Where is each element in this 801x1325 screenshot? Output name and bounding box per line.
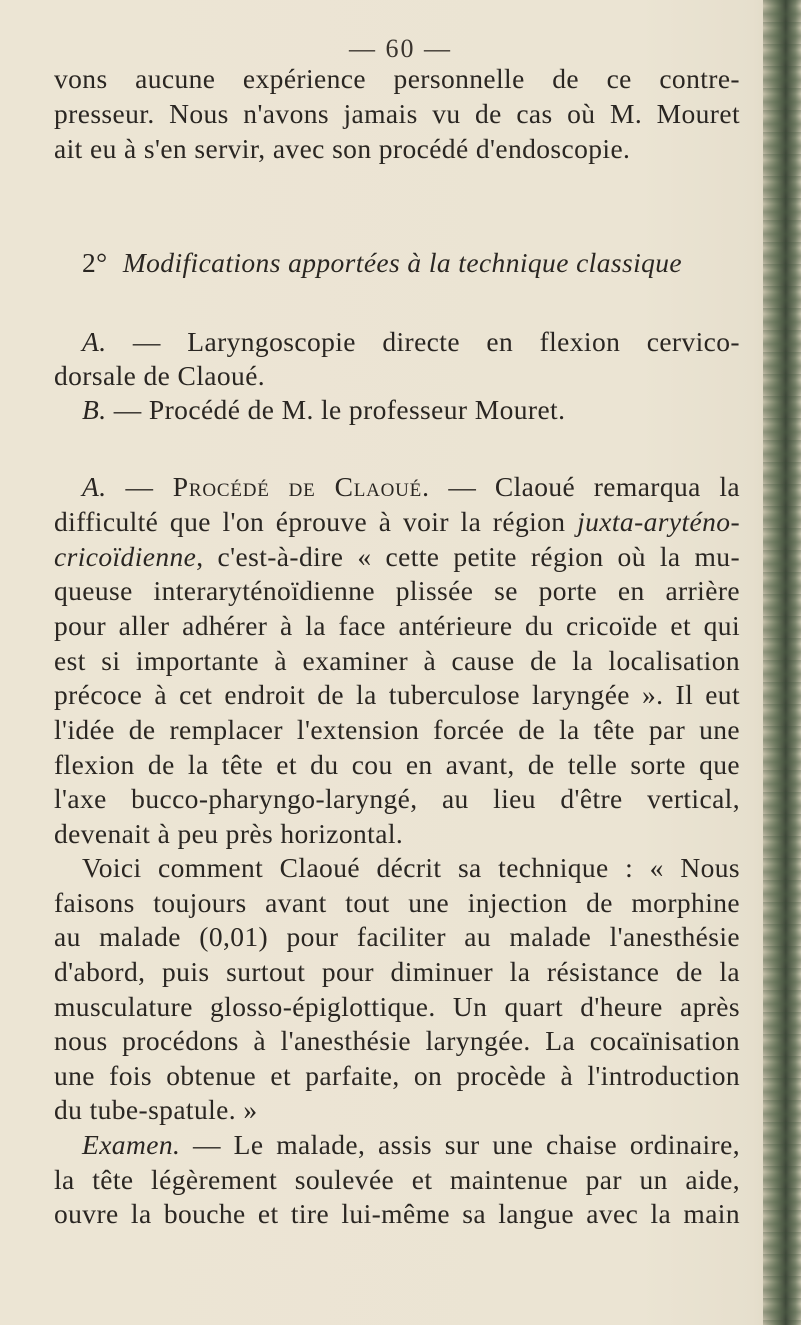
list-item-a	[82, 325, 740, 359]
text-line: la tête légèrement soulevée et maintenue par un aide,	[54, 1164, 740, 1195]
text-line	[54, 505, 740, 539]
text-line: du tube-spatule. »	[54, 1094, 258, 1125]
text-line: devenait à peu près horizontal.	[54, 818, 404, 849]
paragraph-letter: A.	[82, 471, 107, 502]
text-line: au malade (0,01) pour faciliter au malade l'anesthésie	[54, 921, 740, 952]
text-line: est si importante à examiner à cause de la localisation	[54, 645, 740, 676]
text-line: musculature glosso-épiglottique. Un quart d'heure après	[54, 991, 740, 1022]
text-line: flexion de la tête et du cou en avant, de telle sorte que	[54, 749, 740, 780]
section-title: Modifications apportées à la technique classique	[122, 247, 683, 278]
section-number: 2°	[82, 247, 108, 278]
text-line: l'idée de remplacer l'extension forcée de la tête par une	[54, 714, 740, 745]
text-span: , c'est-à-dire « cette petite région où la mu-	[196, 541, 740, 572]
page-number: — 60 —	[349, 34, 452, 63]
text-line: précoce à cet endroit de la tuberculose laryngée ». Il eut	[54, 679, 740, 710]
paragraph-start	[82, 470, 740, 504]
italic-term: juxta-aryténo-	[577, 506, 740, 537]
text-line	[54, 540, 740, 574]
list-letter: B.	[82, 394, 107, 425]
examen-label: Examen.	[82, 1129, 181, 1160]
text-line: ouvre la bouche et tire lui-même sa langue avec la main	[54, 1198, 740, 1229]
text-line: d'abord, puis surtout pour diminuer la résistance de la	[54, 956, 740, 987]
paragraph-text: — Claoué remarqua la	[429, 471, 740, 502]
paragraph-heading: — Procédé de Claoué.	[106, 471, 430, 502]
list-text: — Procédé de M. le professeur Mouret.	[106, 394, 566, 425]
section-heading	[82, 246, 682, 280]
list-letter: A.	[82, 326, 107, 357]
text-line: une fois obtenue et parfaite, on procède à l'introduction	[54, 1060, 740, 1091]
italic-term: cricoïdienne	[54, 541, 197, 572]
text-line: pour aller adhérer à la face antérieure du cricoïde et qui	[54, 610, 740, 641]
page-edge-shadow	[763, 0, 801, 1325]
text-line: vons aucune expérience personnelle de ce contre-	[54, 63, 740, 94]
list-item-b	[82, 393, 565, 427]
text-line: faisons toujours avant tout une injection de morphine	[54, 887, 740, 918]
text-line: presseur. Nous n'avons jamais vu de cas où M. Mouret	[54, 98, 740, 129]
paragraph-text: — Le malade, assis sur une chaise ordinaire,	[180, 1129, 740, 1160]
text-span: difficulté que l'on éprouve à voir la région	[54, 506, 578, 537]
text-line: dorsale de Claoué.	[54, 360, 266, 391]
text-line: l'axe bucco-pharyngo-laryngé, au lieu d'être vertical,	[54, 783, 740, 814]
paragraph-examen	[82, 1128, 740, 1162]
text-line: queuse interaryténoïdienne plissée se porte en arrière	[54, 575, 740, 606]
text-line: nous procédons à l'anesthésie laryngée. La cocaïnisation	[54, 1025, 740, 1056]
list-text: — Laryngoscopie directe en flexion cervico-	[106, 326, 740, 357]
text-line: ait eu à s'en servir, avec son procédé d'endoscopie.	[54, 133, 631, 164]
text-line: Voici comment Claoué décrit sa technique : « Nous	[82, 852, 740, 883]
